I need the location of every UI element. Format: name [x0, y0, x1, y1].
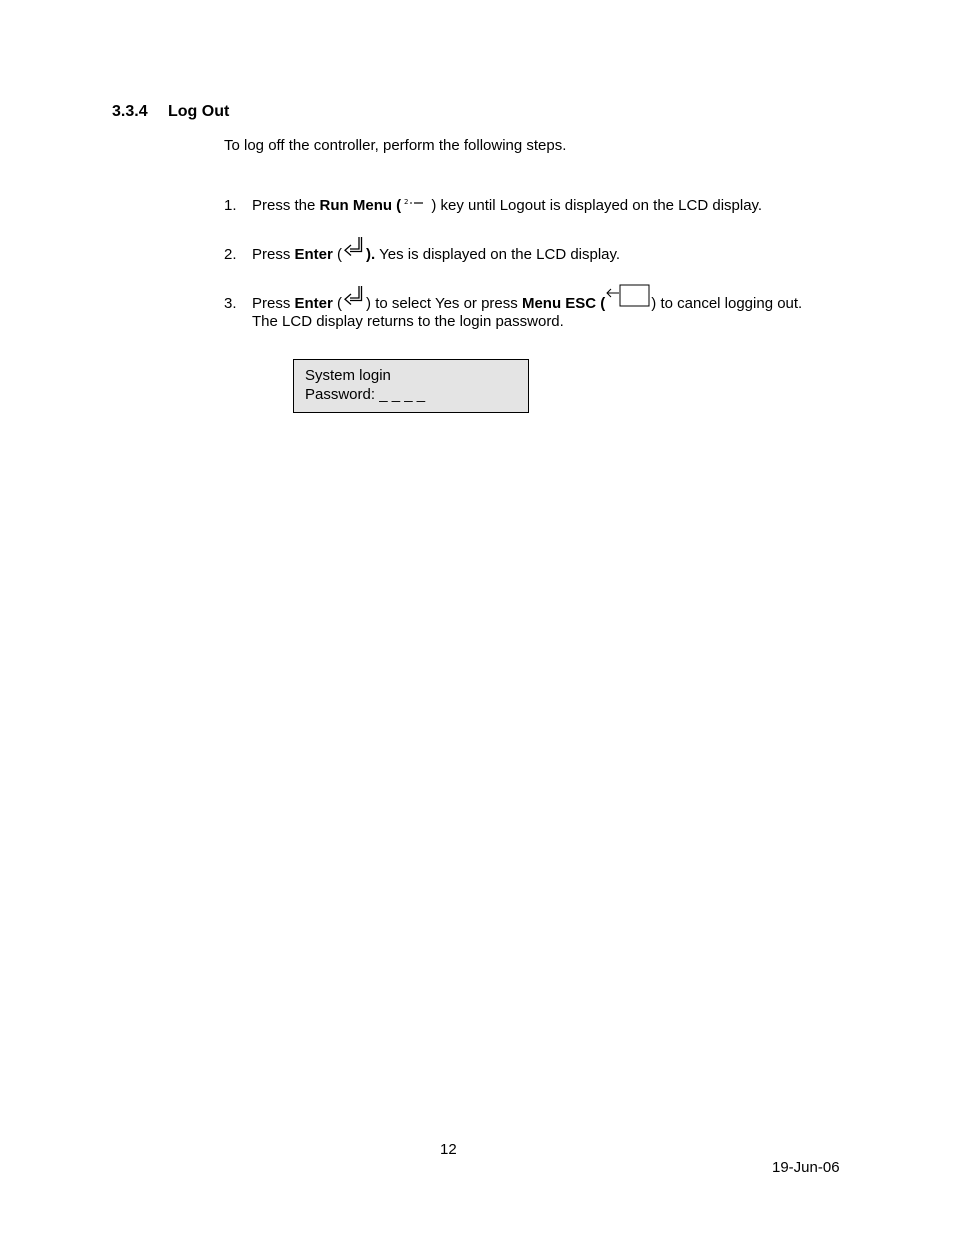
step-2: [224, 235, 620, 263]
section-number: 3.3.4: [112, 103, 148, 120]
step-number: 3.: [224, 295, 237, 312]
enter-key-label: Enter: [294, 246, 333, 263]
step-3-continuation: The LCD display returns to the login password.: [252, 313, 564, 330]
lcd-display: [293, 359, 529, 413]
paren-open: (: [332, 246, 343, 263]
step-number: 1.: [224, 197, 237, 214]
step-text: Press the: [252, 197, 320, 214]
step-text: ) key until Logout is displayed on the LCD display.: [427, 197, 763, 214]
menu-esc-icon: [605, 284, 651, 310]
enter-icon: [342, 235, 366, 261]
step-1: [224, 197, 762, 214]
intro-paragraph: To log off the controller, perform the following steps.: [224, 137, 567, 154]
step-text: ) to select Yes or press: [366, 295, 522, 312]
enter-key-label: Enter: [294, 295, 333, 312]
section-title: Log Out: [168, 103, 230, 120]
menu-esc-key-label: Menu ESC (: [521, 295, 606, 312]
paren-open: (: [332, 295, 343, 312]
step-text: Press: [252, 246, 295, 263]
enter-icon: [342, 284, 366, 310]
step-number: 2.: [224, 246, 237, 263]
svg-text:2: 2: [404, 198, 409, 206]
step-3: [224, 284, 802, 312]
section-heading: [112, 103, 229, 121]
step-text: Press: [252, 295, 295, 312]
step-text: Yes is displayed on the LCD display.: [375, 246, 621, 263]
paren-close: ).: [366, 246, 376, 263]
step-text: ) to cancel logging out.: [651, 295, 803, 312]
lcd-line-1: System login: [305, 367, 391, 384]
run-menu-icon: [401, 197, 427, 213]
page-number: 12: [440, 1141, 457, 1158]
lcd-line-2: Password: _ _ _ _: [305, 386, 426, 403]
document-date: 19-Jun-06: [772, 1159, 840, 1176]
run-menu-key-label: Run Menu (: [319, 197, 402, 214]
